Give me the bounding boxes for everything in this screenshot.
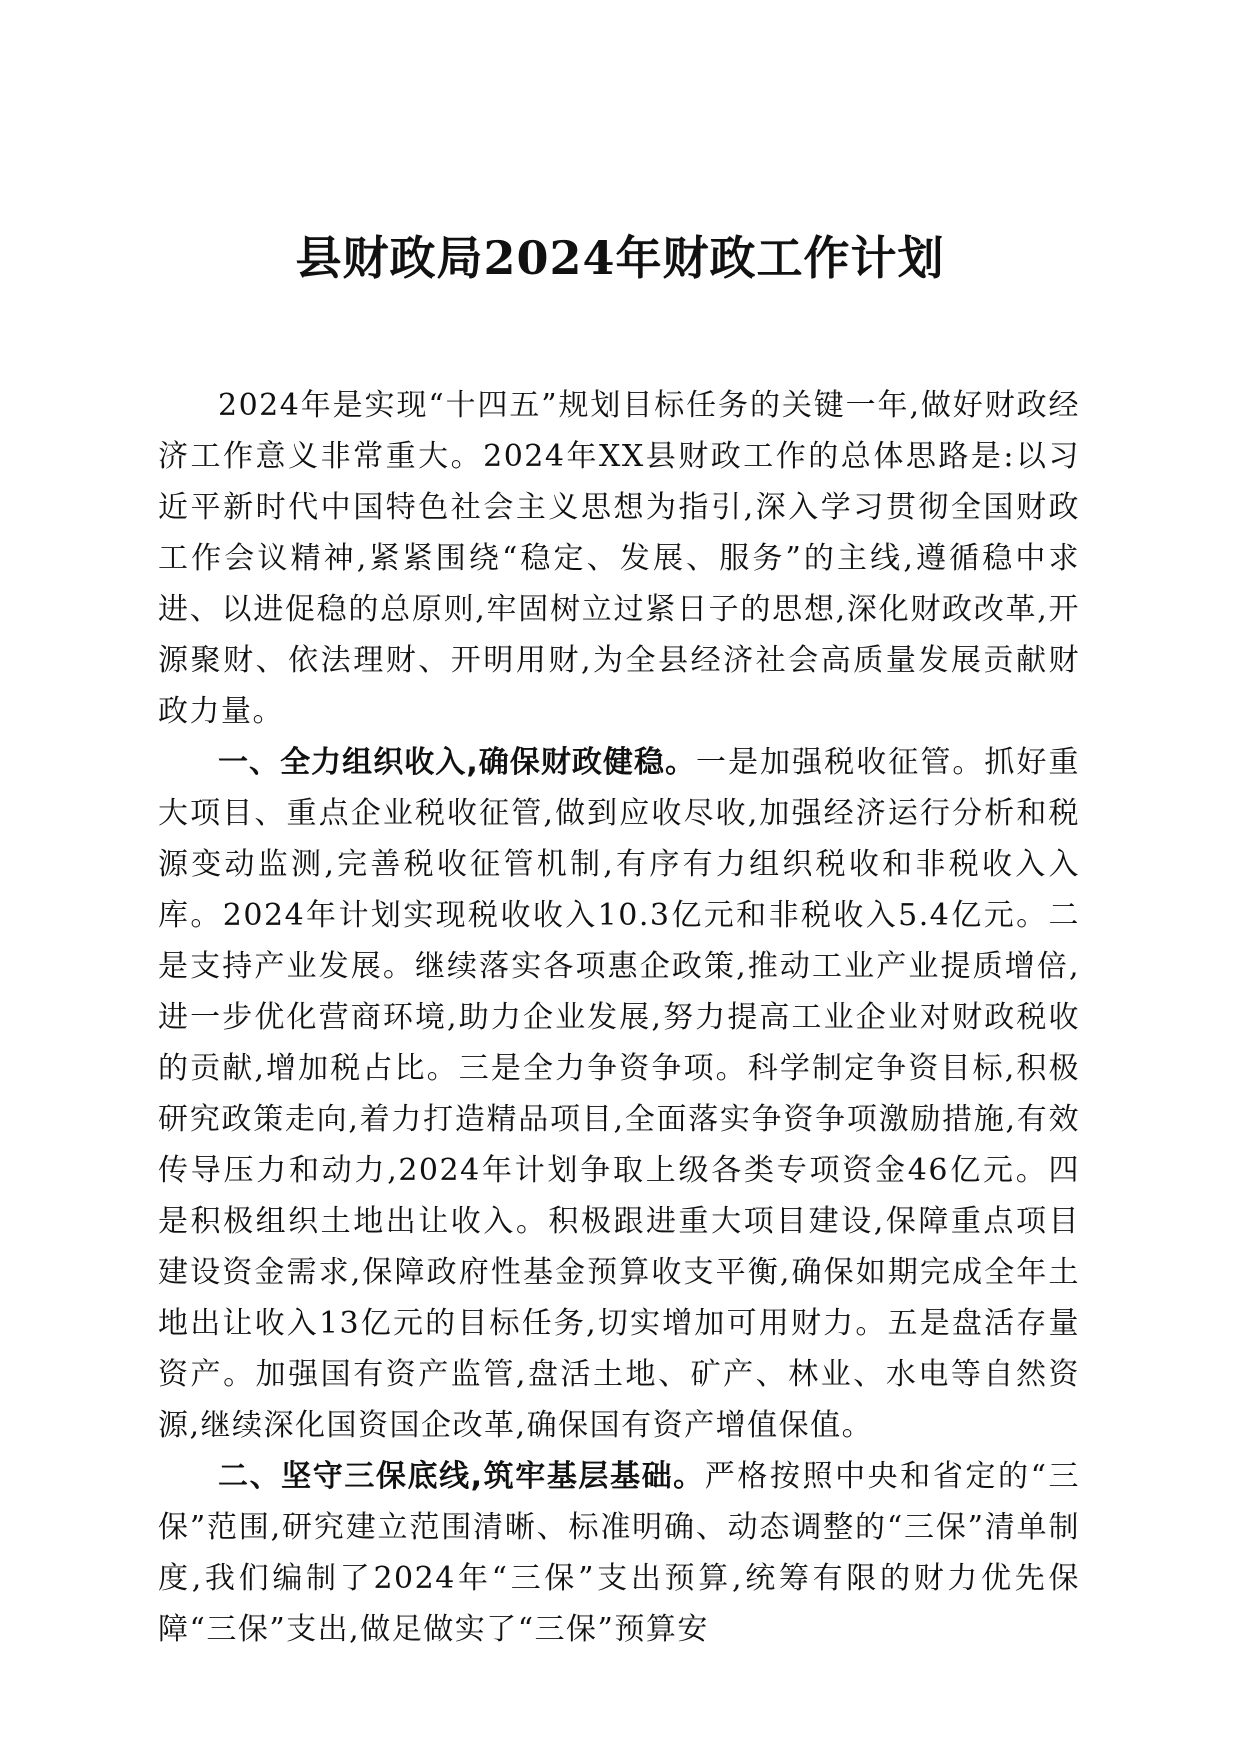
paragraph-section-1 — [158, 737, 1080, 1451]
document-title: 县财政局2024年财政工作计划 — [295, 231, 945, 285]
paragraph-intro — [158, 380, 1080, 737]
section-heading: 二、坚守三保底线,筑牢基层基础。 — [218, 1459, 705, 1494]
paragraph-section-2 — [158, 1451, 1080, 1655]
paragraph-text: 严格按照中央和省定的“三保”范围,研究建立范围清晰、标准明确、动态调整的“三保”清单制度,我们编制了2024年“三保”支出预算,统筹有限的财力优先保障“三保”支出,做足做实了“三保”预算安 — [158, 1459, 1080, 1647]
document-body — [158, 380, 1080, 1655]
paragraph-text: 2024年是实现“十四五”规划目标任务的关键一年,做好财政经济工作意义非常重大。2024年XX县财政工作的总体思路是:以习近平新时代中国特色社会主义思想为指引,深入学习贯彻全国财政工作会议精神,紧紧围绕“稳定、发展、服务”的主线,遵循稳中求进、以进促稳的总原则,牢固树立过紧日子的思想,深化财政改革,开源聚财、依法理财、开明用财,为全县经济社会高质量发展贡献财政力量。 — [158, 388, 1080, 729]
paragraph-text: 一是加强税收征管。抓好重大项目、重点企业税收征管,做到应收尽收,加强经济运行分析和税源变动监测,完善税收征管机制,有序有力组织税收和非税收入入库。2024年计划实现税收收入10.3亿元和非税收入5.4亿元。二是支持产业发展。继续落实各项惠企政策,推动工业产业提质增倍,进一步优化营商环境,助力企业发展,努力提高工业企业对财政税收的贡献,增加税占比。三是全力争资争项。科学制定争资目标,积极研究政策走向,着力打造精品项目,全面落实争资争项激励措施,有效传导压力和动力,2024年计划争取上级各类专项资金46亿元。四是积极组织土地出让收入。积极跟进重大项目建设,保障重点项目建设资金需求,保障政府性基金预算收支平衡,确保如期完成全年土地出让收入13亿元的目标任务,切实增加可用财力。五是盘活存量资产。加强国有资产监管,盘活土地、矿产、林业、水电等自然资源,继续深化国资国企改革,确保国有资产增值保值。 — [158, 745, 1080, 1443]
section-heading: 一、全力组织收入,确保财政健稳。 — [218, 745, 697, 780]
